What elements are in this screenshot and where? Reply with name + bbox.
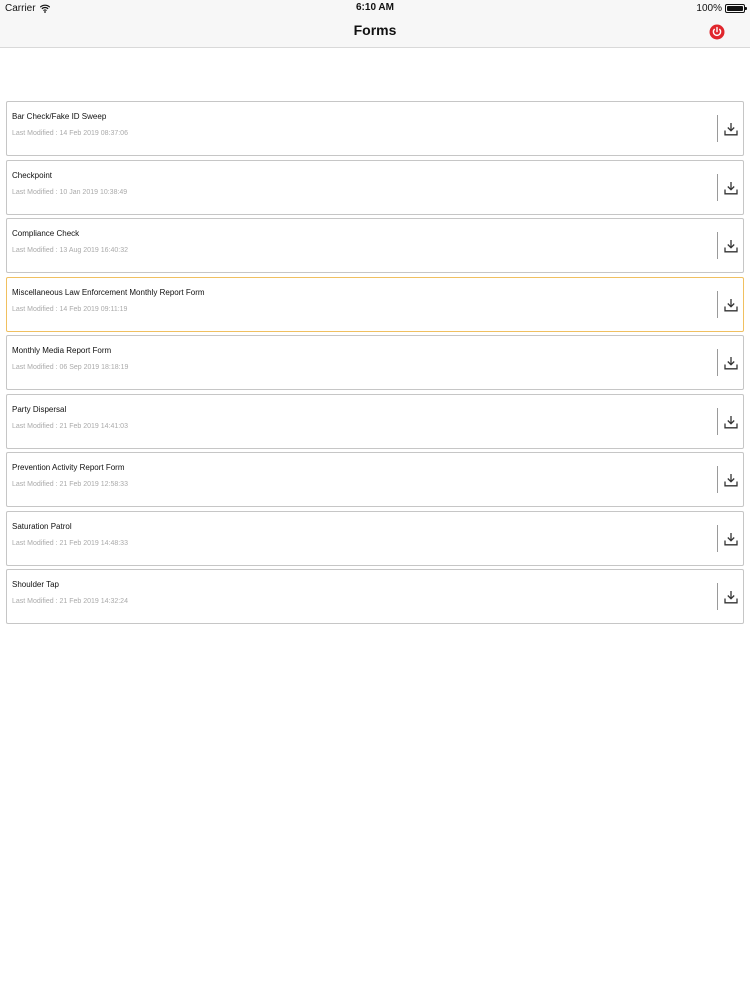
form-title: Compliance Check — [12, 229, 80, 238]
row-divider — [717, 525, 718, 552]
form-last-modified: Last Modified : 14 Feb 2019 08:37:06 — [12, 130, 128, 137]
navigation-bar — [0, 0, 750, 48]
form-row[interactable] — [6, 160, 744, 215]
form-title: Party Dispersal — [12, 404, 67, 414]
form-last-modified: Last Modified : 14 Feb 2019 09:11:19 — [12, 305, 128, 313]
row-divider — [717, 115, 718, 142]
form-last-modified: Last Modified : 13 Aug 2019 16:40:32 — [12, 247, 128, 254]
download-icon[interactable] — [724, 239, 738, 253]
battery-fill — [727, 6, 743, 11]
battery-icon — [725, 4, 745, 13]
form-row[interactable] — [6, 394, 744, 449]
form-last-modified: Last Modified : 06 Sep 2019 18:18:19 — [12, 364, 129, 371]
row-divider — [717, 466, 718, 493]
form-last-modified: Last Modified : 10 Jan 2019 10:38:49 — [12, 188, 128, 196]
carrier-label: Carrier — [5, 2, 36, 14]
row-divider — [717, 583, 718, 610]
form-title: Miscellaneous Law Enforcement Monthly Report Form — [12, 287, 205, 297]
form-title: Prevention Activity Report Form — [12, 463, 125, 472]
form-title: Bar Check/Fake ID Sweep — [12, 112, 107, 121]
form-row[interactable] — [6, 511, 744, 566]
row-divider — [717, 232, 718, 259]
row-divider — [717, 174, 718, 201]
form-title: Monthly Media Report Form — [12, 346, 112, 355]
form-row[interactable] — [6, 452, 744, 507]
form-row[interactable] — [6, 569, 744, 624]
download-icon[interactable] — [724, 122, 738, 136]
download-icon[interactable] — [724, 473, 738, 487]
status-time: 6:10 AM — [356, 2, 394, 13]
form-row[interactable] — [6, 335, 744, 390]
form-row[interactable] — [6, 218, 744, 273]
page-title: Forms — [353, 22, 397, 38]
form-title: Checkpoint — [12, 170, 53, 180]
form-title: Saturation Patrol — [12, 521, 72, 531]
download-icon[interactable] — [724, 590, 738, 604]
form-row[interactable] — [6, 101, 744, 156]
form-title: Shoulder Tap — [12, 580, 59, 589]
row-divider — [717, 349, 718, 376]
download-icon[interactable] — [724, 532, 738, 546]
form-row[interactable] — [6, 277, 744, 332]
row-divider — [717, 408, 718, 435]
download-icon[interactable] — [724, 181, 738, 195]
status-battery-group — [696, 2, 745, 14]
form-last-modified: Last Modified : 21 Feb 2019 14:41:03 — [12, 422, 128, 430]
form-last-modified: Last Modified : 21 Feb 2019 12:58:33 — [12, 481, 128, 488]
forms-list — [6, 101, 744, 628]
power-icon[interactable] — [709, 24, 725, 40]
battery-label: 100% — [696, 2, 722, 14]
form-last-modified: Last Modified : 21 Feb 2019 14:48:33 — [12, 539, 128, 547]
download-icon[interactable] — [724, 298, 738, 312]
form-last-modified: Last Modified : 21 Feb 2019 14:32:24 — [12, 598, 128, 605]
download-icon[interactable] — [724, 415, 738, 429]
download-icon[interactable] — [724, 356, 738, 370]
row-divider — [717, 291, 718, 318]
